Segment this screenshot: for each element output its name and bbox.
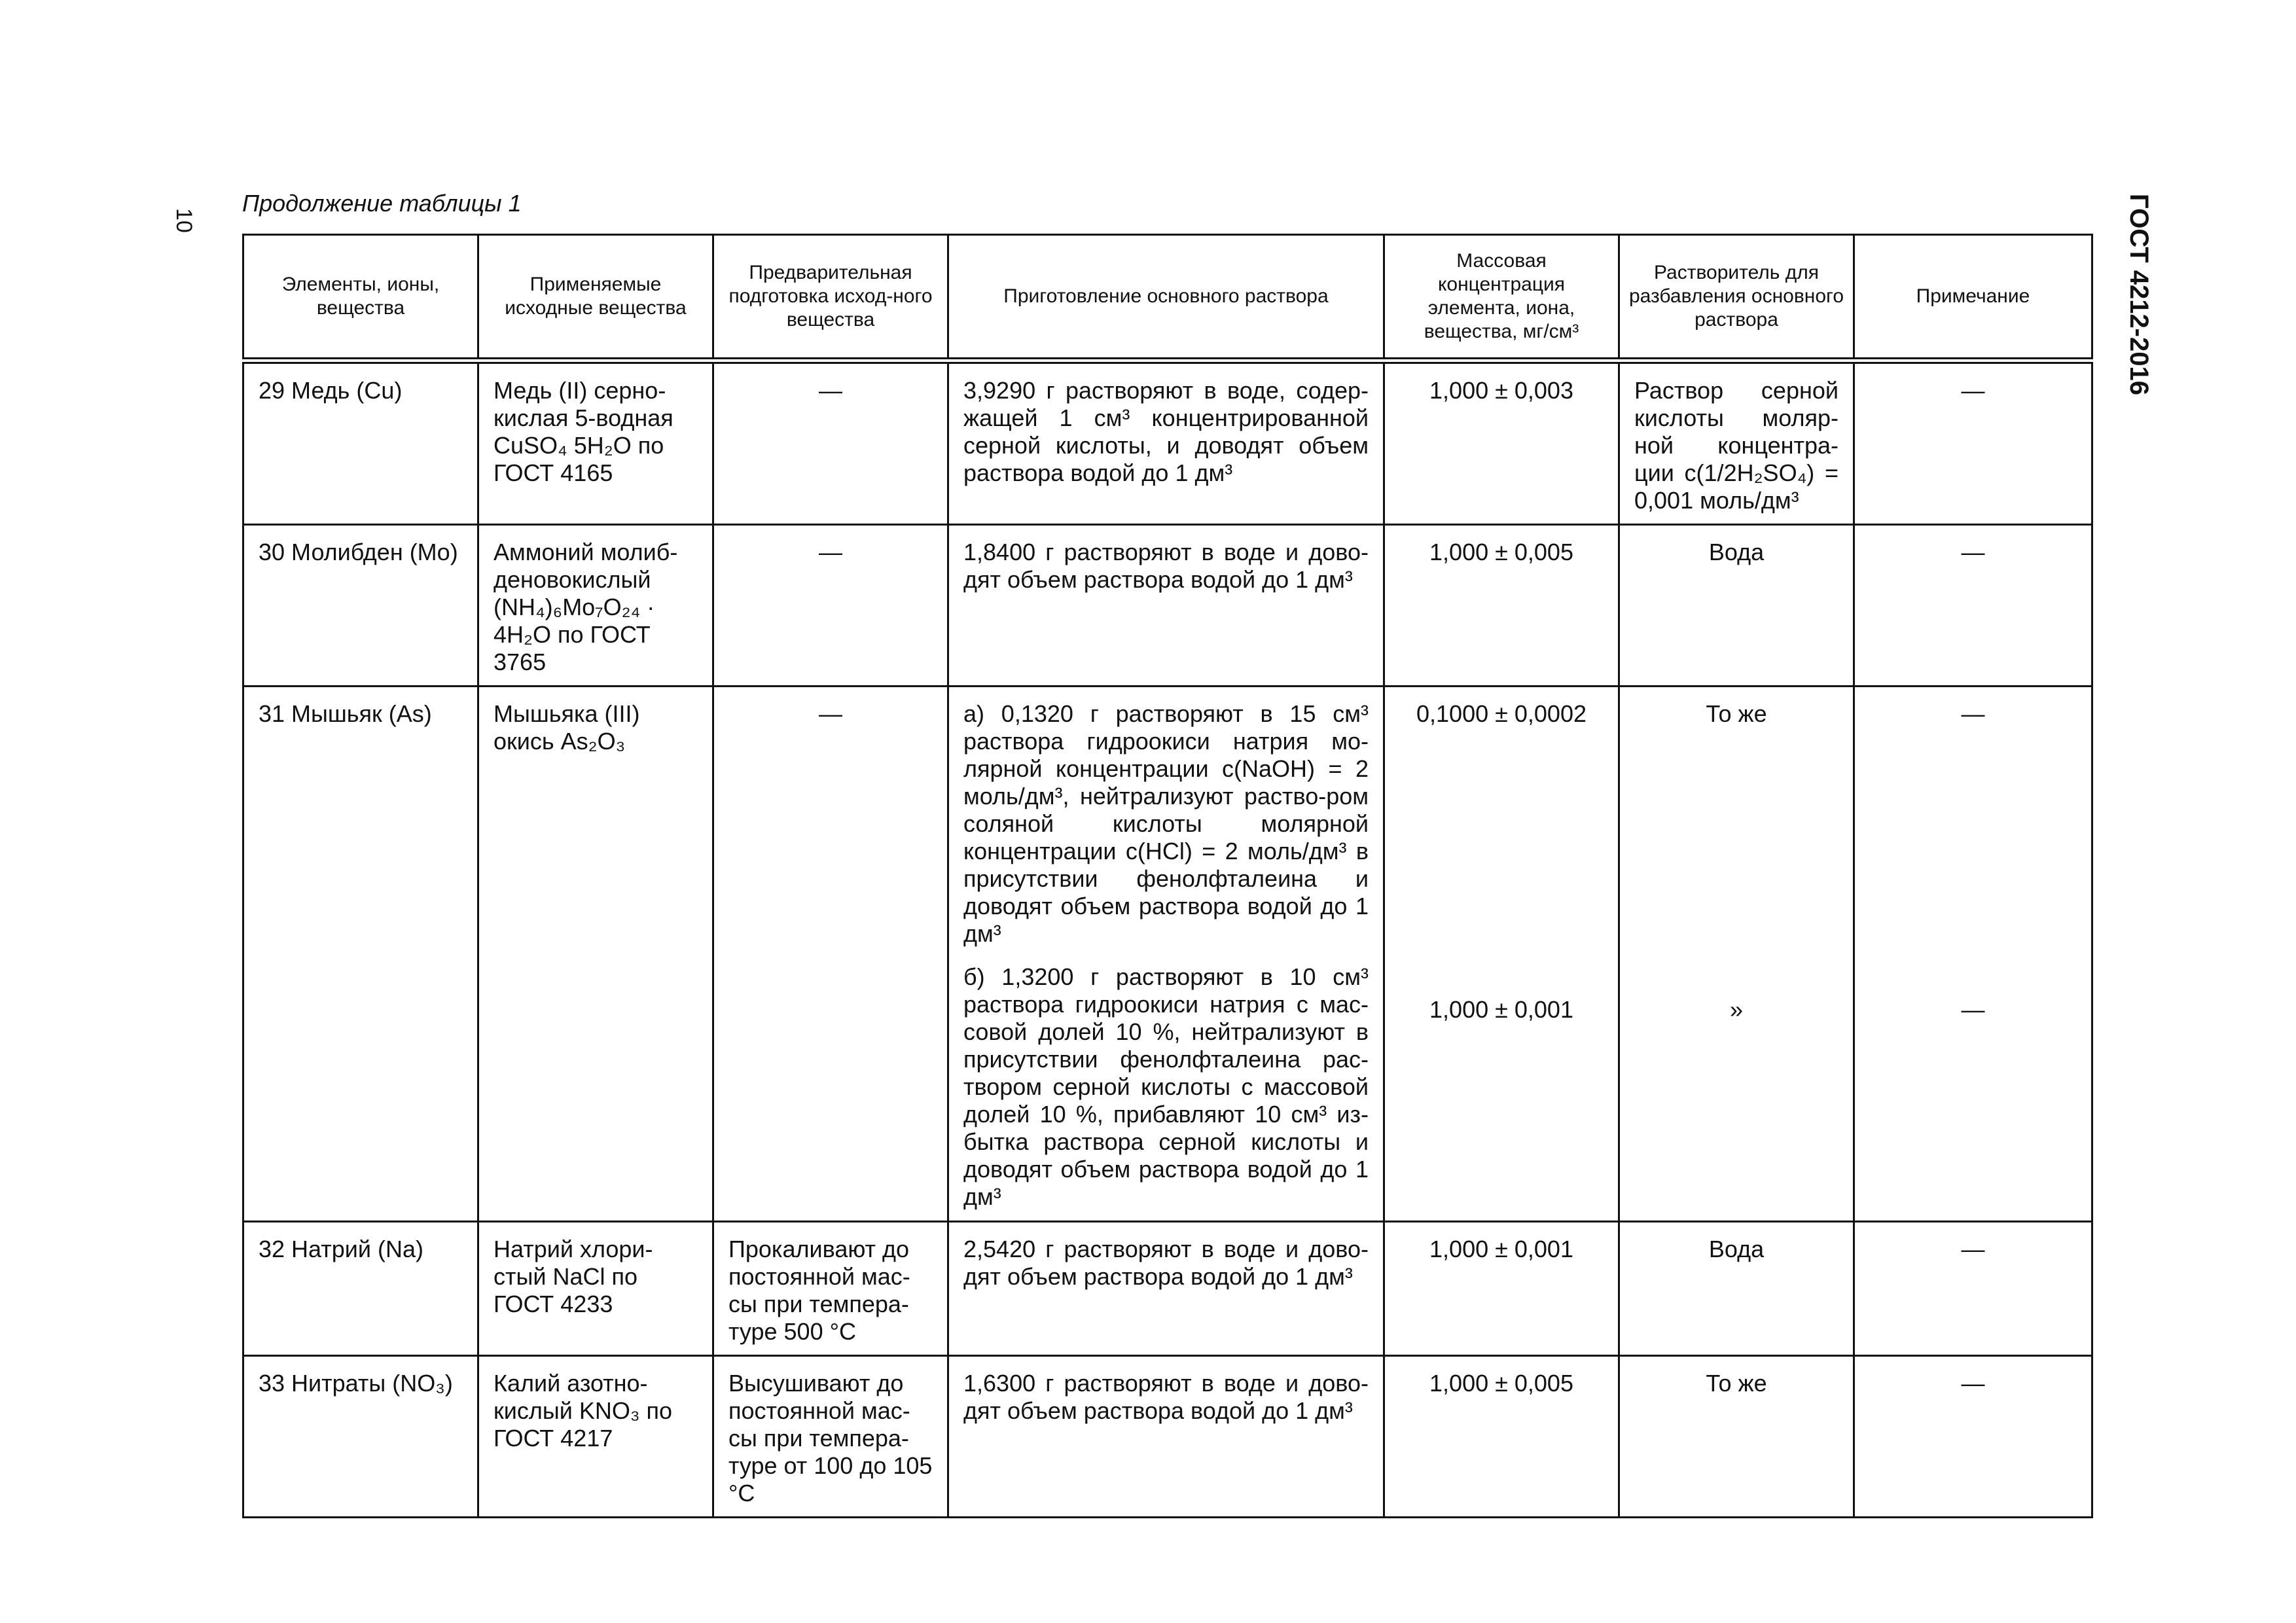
cell-element: 29 Медь (Cu) xyxy=(243,361,478,525)
solvent-variant-a: То же xyxy=(1706,700,1767,727)
cell-note: — xyxy=(1854,525,2092,687)
cell-prep: — xyxy=(713,525,948,687)
cell-prep: Высушивают до постоянной мас-сы при темпера-туре от 100 до 105 °C xyxy=(713,1356,948,1518)
concentration-variant-b: 1,000 ± 0,001 xyxy=(1429,996,1573,1023)
solvent-variant-b: » xyxy=(1729,996,1744,1023)
cell-source: Аммоний молиб-деновокислый (NH₄)₆Mo₇O₂₄ · 4H₂O по ГОСТ 3765 xyxy=(478,525,713,687)
cell-source: Медь (II) серно-кислая 5-водная CuSO₄ 5H₂O по ГОСТ 4165 xyxy=(478,361,713,525)
header-solvent: Растворитель для разбавления основного раствора xyxy=(1619,235,1854,361)
cell-solution xyxy=(948,687,1384,1222)
cell-solvent: Вода xyxy=(1619,1222,1854,1356)
cell-prep: Прокаливают до постоянной мас-сы при темпера-туре 500 °C xyxy=(713,1222,948,1356)
table-row xyxy=(243,687,2092,1222)
cell-element: 30 Молибден (Mo) xyxy=(243,525,478,687)
spacer xyxy=(1399,728,1604,996)
concentration-variant-a: 0,1000 ± 0,0002 xyxy=(1416,700,1587,727)
header-note: Примечание xyxy=(1854,235,2092,361)
table-row xyxy=(243,525,2092,687)
spacer xyxy=(1634,728,1839,996)
document-code: ГОСТ 4212-2016 xyxy=(2125,194,2153,395)
table-row xyxy=(243,1356,2092,1518)
header-preparation: Предварительная подготовка исход-ного вещества xyxy=(713,235,948,361)
cell-element: 32 Натрий (Na) xyxy=(243,1222,478,1356)
cell-source: Калий азотно-кислый KNO₃ по ГОСТ 4217 xyxy=(478,1356,713,1518)
header-mass-concentration: Массовая концентрация элемента, иона, вещества, мг/см³ xyxy=(1384,235,1619,361)
cell-solvent xyxy=(1619,687,1854,1222)
cell-solution: 1,6300 г растворяют в воде и дово-дят объем раствора водой до 1 дм³ xyxy=(948,1356,1384,1518)
solution-variant-b: б) 1,3200 г растворяют в 10 см³ раствора гидроокиси натрия с мас-совой долей 10 %, нейтрализуют в присутствии фенолфталеина рас-твором серной кислоты с массовой долей 10 %, прибавляют 10 см³ из-бытка раствора серной кислоты и доводят объем раствора водой до 1 дм³ xyxy=(963,963,1369,1210)
note-variant-b: — xyxy=(1961,996,1985,1023)
cell-source: Натрий хлори-стый NaCl по ГОСТ 4233 xyxy=(478,1222,713,1356)
cell-source: Мышьяка (III) окись As₂O₃ xyxy=(478,687,713,1222)
cell-concentration xyxy=(1384,687,1619,1222)
cell-solution: 3,9290 г растворяют в воде, содер-жащей 1 см³ концентрированной серной кислоты, и доводят объем раствора водой до 1 дм³ xyxy=(948,361,1384,525)
table-caption: Продолжение таблицы 1 xyxy=(242,190,522,217)
cell-note: — xyxy=(1854,1356,2092,1518)
cell-concentration: 1,000 ± 0,005 xyxy=(1384,1356,1619,1518)
table-row xyxy=(243,1222,2092,1356)
cell-element: 33 Нитраты (NO₃) xyxy=(243,1356,478,1518)
note-variant-a: — xyxy=(1961,700,1985,727)
cell-prep: — xyxy=(713,687,948,1222)
header-stock-solution: Приготовление основного раствора xyxy=(948,235,1384,361)
cell-prep: — xyxy=(713,361,948,525)
cell-solvent: Раствор серной кислоты моляр-ной концентра-ции c(1/2H₂SO₄) = 0,001 моль/дм³ xyxy=(1619,361,1854,525)
cell-note xyxy=(1854,687,2092,1222)
header-elements: Элементы, ионы, вещества xyxy=(243,235,478,361)
standards-table xyxy=(242,234,2093,1518)
cell-concentration: 1,000 ± 0,005 xyxy=(1384,525,1619,687)
cell-concentration: 1,000 ± 0,001 xyxy=(1384,1222,1619,1356)
spacer xyxy=(1869,728,2077,996)
cell-solvent: Вода xyxy=(1619,525,1854,687)
header-source-substances: Применяемые исходные вещества xyxy=(478,235,713,361)
cell-solvent: То же xyxy=(1619,1356,1854,1518)
cell-note: — xyxy=(1854,1222,2092,1356)
cell-element: 31 Мышьяк (As) xyxy=(243,687,478,1222)
solution-variant-a: а) 0,1320 г растворяют в 15 см³ раствора гидроокиси натрия мо-лярной концентрации c(NaOH) = 2 моль/дм³, нейтрализуют раство-ром соляной кислоты молярной концентрации c(HCl) = 2 моль/дм³ в присутствии фенолфталеина и доводят объем раствора водой до 1 дм³ xyxy=(963,700,1369,947)
cell-note: — xyxy=(1854,361,2092,525)
cell-solution: 2,5420 г растворяют в воде и дово-дят объем раствора водой до 1 дм³ xyxy=(948,1222,1384,1356)
table-row xyxy=(243,361,2092,525)
cell-concentration: 1,000 ± 0,003 xyxy=(1384,361,1619,525)
page-number: 10 xyxy=(171,208,196,233)
table-header-row xyxy=(243,235,2092,361)
cell-solution: 1,8400 г растворяют в воде и дово-дят объем раствора водой до 1 дм³ xyxy=(948,525,1384,687)
